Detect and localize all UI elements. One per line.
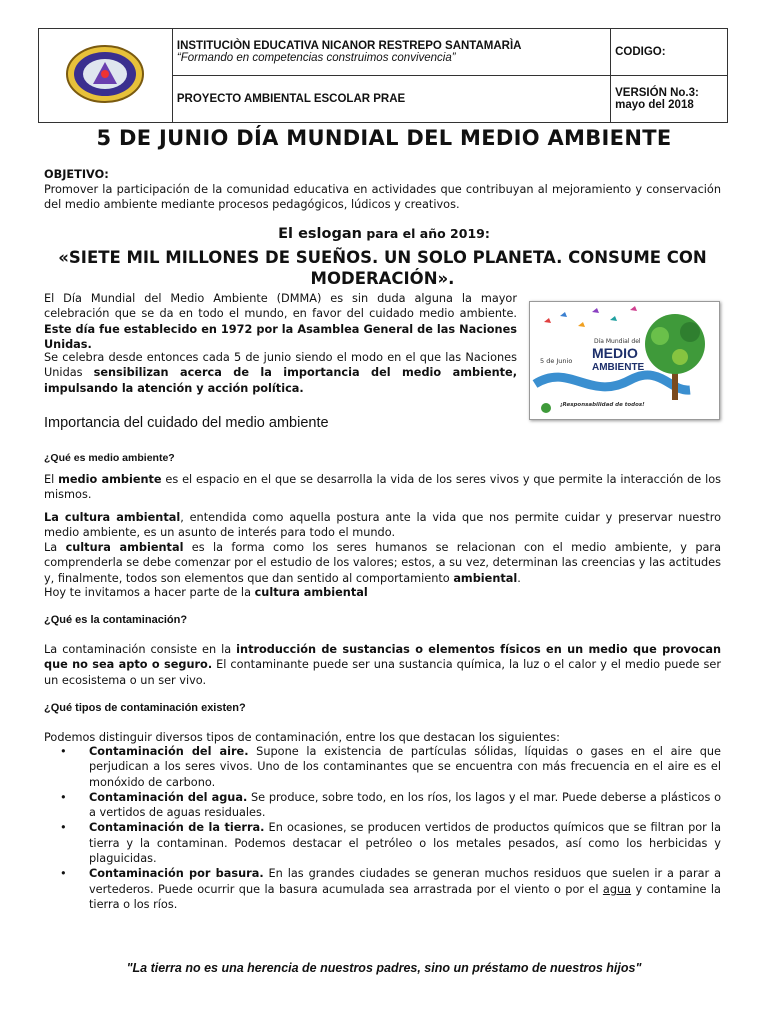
types-intro: Podemos distinguir diversos tipos de contaminación, entre los que destacan los siguientes: (44, 731, 560, 744)
institution-motto: “Formando en competencias construimos convivencia” (176, 52, 456, 64)
section-heading: Importancia del cuidado del medio ambiente (44, 415, 329, 431)
slogan-text: «SIETE MIL MILLONES DE SUEÑOS. UN SOLO PLANETA. CONSUME CON MODERACIÓN». (58, 248, 707, 288)
poster-line1: Día Mundial del (594, 338, 641, 345)
version-label: VERSIÓN No.3: (615, 87, 699, 99)
poster-line2: MEDIO (592, 345, 638, 361)
code-label: CODIGO: (615, 46, 666, 58)
cultura-paragraph-1: La cultura ambiental, entendida como aquella postura ante la vida que nos permite cuidar y preservar nuestro medio ambiente, es un asunto de interés para todo el mundo. (44, 511, 721, 540)
question-medio-ambiente: ¿Qué es medio ambiente? (44, 452, 175, 464)
invite-paragraph: Hoy te invitamos a hacer parte de la cultura ambiental (44, 586, 368, 599)
agua-link[interactable]: agua (602, 882, 632, 896)
objective-label: OBJETIVO: (44, 168, 109, 181)
document-header (38, 28, 728, 123)
institution-cell (172, 29, 610, 76)
environment-day-poster (529, 301, 720, 420)
contamination-types-list (44, 744, 721, 912)
project-name: PROYECTO AMBIENTAL ESCOLAR PRAE (176, 93, 406, 105)
poster-tagline: ¡Responsabilidad de todos! (560, 402, 645, 408)
slogan-heading: El eslogan para el año 2019: (278, 226, 490, 242)
version-date: mayo del 2018 (615, 99, 694, 111)
bullet: • (60, 790, 67, 804)
intro-paragraph-2: Se celebra desde entonces cada 5 de junio siendo el modo en el que las Naciones Unidas sensibilizan acerca de la importancia del medio ambiente, impulsando la atención y acción política. (44, 351, 517, 395)
question-tipos: ¿Qué tipos de contaminación existen? (44, 702, 246, 714)
footer-quote: "La tierra no es una herencia de nuestros padres, sino un préstamo de nuestros hijos" (126, 961, 642, 975)
school-seal-logo (65, 44, 145, 104)
list-item: • Contaminación del agua. Se produce, sobre todo, en los ríos, los lagos y el mar. Puede deberse a plásticos o a vertidos de aguas residuales. (60, 790, 721, 820)
contaminacion-paragraph: La contaminación consiste en la introducción de sustancias o elementos físicos en un medio que provocan que no sea apto o seguro. El contaminante puede ser una sustancia química, la luz o el calor y el medio puede ser un ecosistema o un ser vivo. (44, 643, 721, 687)
objective-text: Promover la participación de la comunidad educativa en actividades que contribuyan al mejoramiento y conservación del medio ambiente mediante procesos pedagógicos, lúdicos y creativos. (44, 183, 721, 212)
list-item: • Contaminación de la tierra. En ocasiones, se producen vertidos de productos químicos que se filtran por la tierra y la contaminan. Podemos destacar el petróleo o los metales pesados, así como los herbicidas y plaguicidas. (60, 821, 721, 866)
medio-ambiente-paragraph: El medio ambiente es el espacio en el que se desarrolla la vida de los seres vivos y que permite la interacción de los mismos. (44, 473, 722, 502)
bullet: • (60, 867, 67, 881)
poster-line3: AMBIENTE (592, 362, 645, 373)
version-cell (611, 76, 728, 123)
bullet: • (60, 821, 67, 835)
logo-cell (39, 29, 173, 123)
question-contaminacion: ¿Qué es la contaminación? (44, 614, 188, 626)
code-cell (611, 29, 728, 76)
intro-paragraph-1: El Día Mundial del Medio Ambiente (DMMA) es sin duda alguna la mayor celebración que se da en todo el mundo, en favor del cuidado medio ambiente. Este día fue establecido en 1972 por la Asamblea General de las Naciones Unidas. (44, 292, 517, 351)
bullet: • (60, 745, 67, 758)
cultura-paragraph-2: La cultura ambiental es la forma como los seres humanos se relacionan con el medio ambiente, y para comprenderla se debe comenzar por el estudio de los valores; estos, a su vez, determinan las creencias y las actitudes y, finalmente, todos son elementos que dan sentido al comportamiento ambiental. (44, 541, 721, 585)
poster-date: 5 de Junio (540, 357, 573, 365)
project-cell (172, 76, 610, 123)
institution-name: INSTITUCIÒN EDUCATIVA NICANOR RESTREPO SANTAMARÌA (176, 40, 522, 52)
list-item: • Contaminación por basura. En las grandes ciudades se generan muchos residuos que suelen ir a parar a vertederos. Puede ocurrir que la basura acumulada sea arrastrada por el viento o por el agua y contamine la tierra o los ríos. (60, 867, 721, 911)
page-title: 5 DE JUNIO DÍA MUNDIAL DEL MEDIO AMBIENTE (96, 126, 672, 150)
list-item: • Contaminación del aire. Supone la existencia de partículas sólidas, líquidas o gases en el aire que perjudican a los seres vivos. Uno de los contaminantes que se encuentra con más frecuencia en el aire es el monóxido de carbono. (60, 745, 721, 789)
